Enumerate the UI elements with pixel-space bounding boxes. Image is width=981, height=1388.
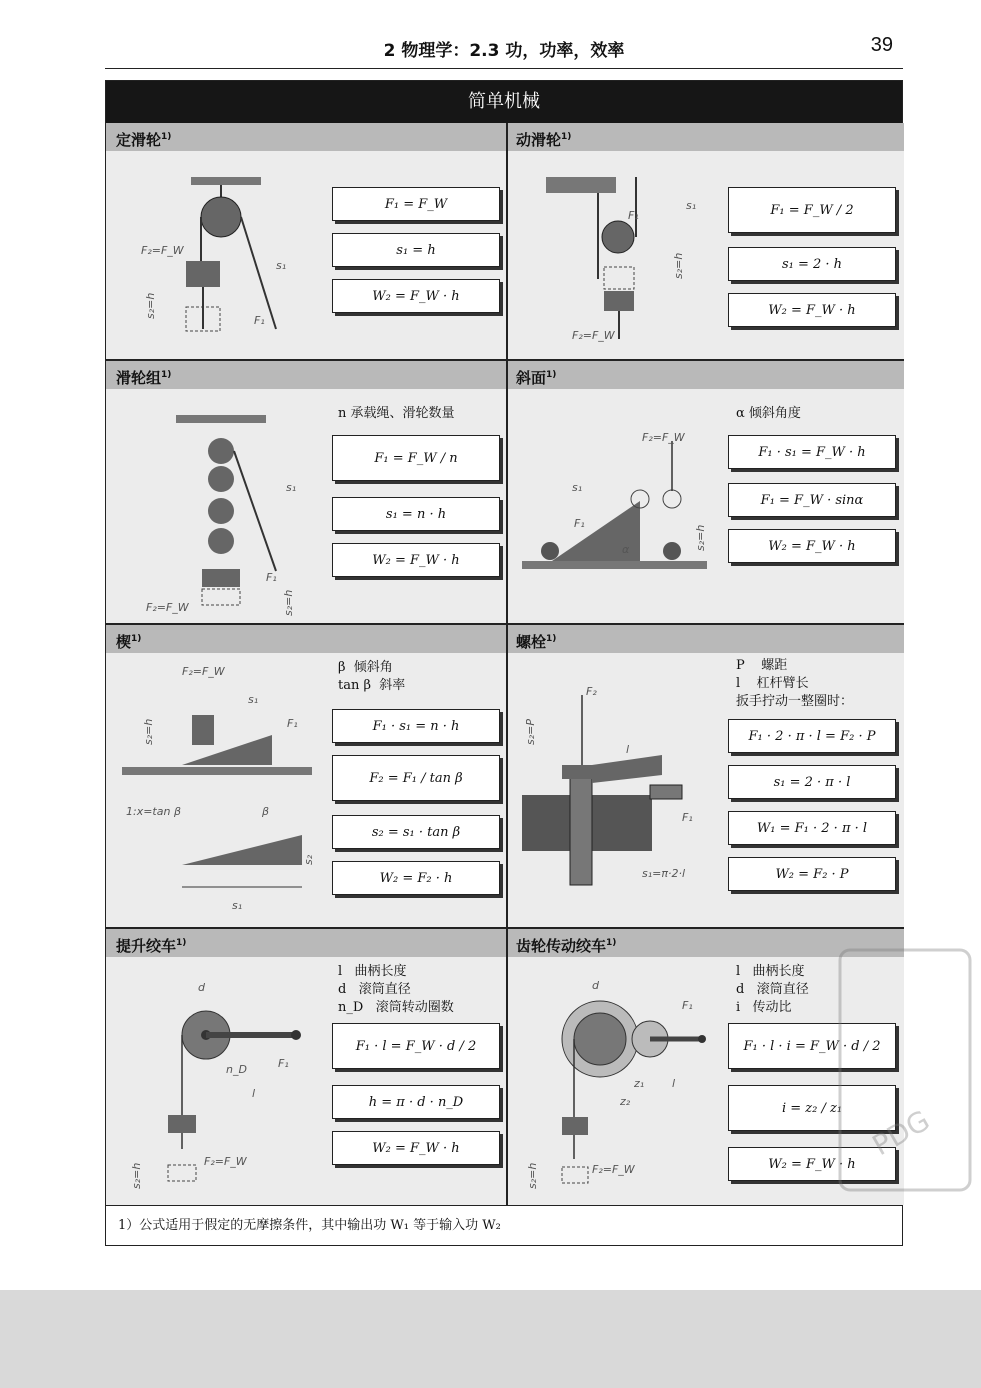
svg-text:s₂=h: s₂=h [142, 718, 155, 745]
table-title: 简单机械 [106, 81, 902, 123]
svg-text:PDG: PDG [866, 1103, 936, 1163]
cell-title: 动滑轮$^{1)}$ [506, 123, 904, 151]
cell-screw [506, 625, 904, 927]
watermark-stamp [830, 940, 980, 1200]
pulley-wheel [201, 197, 241, 237]
pulley-wheel [602, 221, 634, 253]
screw-figure [522, 665, 722, 925]
svg-text:s₂=h: s₂=h [282, 589, 295, 616]
svg-text:s₂=h: s₂=h [694, 524, 707, 551]
svg-text:s₂=h: s₂=h [672, 252, 685, 279]
note-line: β 倾斜角 [338, 660, 393, 675]
svg-text:l: l [626, 743, 630, 756]
formula-box: W₁ = F₁ · 2 · π · l [728, 811, 896, 845]
formula-box: F₁ · l = F_W · d / 2 [332, 1023, 500, 1069]
formula-box: F₁ = F_W · sinα [728, 483, 896, 517]
cell-title: 楔$^{1)}$ [106, 625, 506, 653]
svg-text:F₂=F_W: F₂=F_W [572, 329, 615, 342]
svg-text:F₁: F₁ [266, 571, 277, 584]
svg-text:z₂: z₂ [620, 1095, 631, 1108]
svg-text:z₁: z₁ [634, 1077, 645, 1090]
svg-text:s₁: s₁ [232, 899, 243, 912]
formula-box: i = z₂ / z₁ [728, 1085, 896, 1131]
formula-box: F₁ = F_W / 2 [728, 187, 896, 233]
svg-text:F₂=F_W: F₂=F_W [182, 665, 225, 678]
formula-box: F₁ · l · i = F_W · d / 2 [728, 1023, 896, 1069]
formula-box: s₁ = 2 · h [728, 247, 896, 281]
svg-text:s₁: s₁ [686, 199, 697, 212]
svg-text:F₁: F₁ [287, 717, 298, 730]
geared-winch-figure [522, 969, 722, 1203]
row-divider [106, 623, 904, 625]
svg-text:s₂=h: s₂=h [130, 1162, 143, 1189]
svg-text:s₁: s₁ [286, 481, 297, 494]
formula-box: F₁ · 2 · π · l = F₂ · P [728, 719, 896, 753]
header-section-title: 2 物理学：2.3 功，功率，效率 [383, 41, 625, 61]
svg-text:F₁: F₁ [254, 314, 265, 327]
page-number: 39 [870, 34, 893, 56]
svg-text:1:x=tan β: 1:x=tan β [126, 805, 181, 818]
svg-text:α: α [622, 543, 630, 556]
note-line: l 曲柄长度 [736, 964, 805, 979]
cell-movable-pulley [506, 123, 904, 359]
pulley-block-figure [136, 401, 326, 621]
svg-text:s₂: s₂ [302, 854, 315, 865]
note-line: P 螺距 [736, 658, 788, 673]
formula-box: h = π · d · n_D [332, 1085, 500, 1119]
note-line: tan β 斜率 [338, 678, 406, 693]
ceiling-mount [191, 177, 261, 185]
formula-box: W₂ = F_W · h [728, 529, 896, 563]
formula-box: F₁ = F_W / n [332, 435, 500, 481]
formula-box: F₂ = F₁ / tan β [332, 755, 500, 801]
svg-text:β: β [262, 805, 270, 818]
cell-title: 滑轮组$^{1)}$ [106, 361, 506, 389]
note-line: d 滚筒直径 [736, 982, 809, 997]
footnote: 1）公式适用于假定的无摩擦条件，其中输出功 W₁ 等于输入功 W₂ [106, 1205, 902, 1245]
svg-text:l: l [672, 1077, 676, 1090]
cell-title: 提升绞车$^{1)}$ [106, 929, 506, 957]
cell-pulley-block [106, 361, 506, 623]
row-divider [106, 927, 904, 929]
svg-text:s₁: s₁ [248, 693, 259, 706]
svg-text:F₁: F₁ [682, 999, 693, 1012]
note-line: l 杠杆臂长 [736, 676, 809, 691]
svg-text:d: d [198, 981, 205, 994]
fixed-pulley-figure [136, 169, 326, 349]
ceiling-mount [546, 177, 616, 193]
note-line: n 承载绳、滑轮数量 [338, 406, 455, 421]
note-line: l 曲柄长度 [338, 964, 407, 979]
hoist-winch-figure [126, 969, 326, 1203]
formula-box: s₁ = 2 · π · l [728, 765, 896, 799]
cell-title: 齿轮传动绞车$^{1)}$ [506, 929, 904, 957]
cell-hoist-winch [106, 929, 506, 1205]
svg-text:s₂=P: s₂=P [524, 719, 537, 745]
formula-box: F₁ · s₁ = F_W · h [728, 435, 896, 469]
formula-box: W₂ = F_W · h [332, 543, 500, 577]
note-line: i 传动比 [736, 1000, 792, 1015]
formula-box: W₂ = F_W · h [728, 1147, 896, 1181]
formula-box: W₂ = F_W · h [332, 279, 500, 313]
cell-fixed-pulley [106, 123, 506, 359]
cell-title: 螺栓$^{1)}$ [506, 625, 904, 653]
formula-box: W₂ = F_W · h [332, 1131, 500, 1165]
wedge-figure [122, 665, 322, 925]
svg-text:F₁: F₁ [574, 517, 585, 530]
svg-text:n_D: n_D [226, 1063, 247, 1076]
note-line: d 滚筒直径 [338, 982, 411, 997]
svg-text:F₁: F₁ [682, 811, 693, 824]
cell-title: 定滑轮$^{1)}$ [106, 123, 506, 151]
svg-text:F₁: F₁ [278, 1057, 289, 1070]
cell-inclined-plane [506, 361, 904, 623]
formula-box: s₂ = s₁ · tan β [332, 815, 500, 849]
svg-text:s₂=h: s₂=h [526, 1162, 539, 1189]
row-divider [106, 359, 904, 361]
formula-box: W₂ = F_W · h [728, 293, 896, 327]
svg-text:s₂=h: s₂=h [144, 292, 157, 319]
svg-text:l: l [252, 1087, 256, 1100]
svg-text:F₂=F_W: F₂=F_W [141, 244, 184, 257]
page-bottom-shade [0, 1290, 981, 1388]
note-line: 扳手拧动一整圈时： [736, 694, 854, 709]
load-block [604, 291, 634, 311]
simple-machines-table [105, 80, 903, 1246]
svg-text:s₁=π·2·l: s₁=π·2·l [642, 867, 686, 880]
formula-box: W₂ = F₂ · P [728, 857, 896, 891]
note-line: n_D 滚筒转动圈数 [338, 1000, 454, 1015]
svg-text:F₂=F_W: F₂=F_W [204, 1155, 247, 1168]
movable-pulley-figure [536, 169, 726, 349]
formula-box: s₁ = n · h [332, 497, 500, 531]
formula-box: s₁ = h [332, 233, 500, 267]
load-block [186, 261, 220, 287]
svg-text:s₁: s₁ [572, 481, 583, 494]
cell-title: 斜面$^{1)}$ [506, 361, 904, 389]
formula-box: F₁ = F_W [332, 187, 500, 221]
svg-text:F₂: F₂ [586, 685, 597, 698]
formula-box: F₁ · s₁ = n · h [332, 709, 500, 743]
svg-text:F₂=F_W: F₂=F_W [592, 1163, 635, 1176]
note-line: α 倾斜角度 [736, 406, 801, 421]
formula-box: W₂ = F₂ · h [332, 861, 500, 895]
svg-text:F₂=F_W: F₂=F_W [146, 601, 189, 614]
column-divider [506, 123, 508, 1205]
page-header [105, 30, 903, 69]
inclined-plane-figure [522, 401, 722, 621]
svg-text:d: d [592, 979, 599, 992]
cell-wedge [106, 625, 506, 927]
svg-text:s₁: s₁ [276, 259, 287, 272]
svg-text:F₂=F_W: F₂=F_W [642, 431, 685, 444]
svg-text:F₁: F₁ [628, 209, 639, 222]
